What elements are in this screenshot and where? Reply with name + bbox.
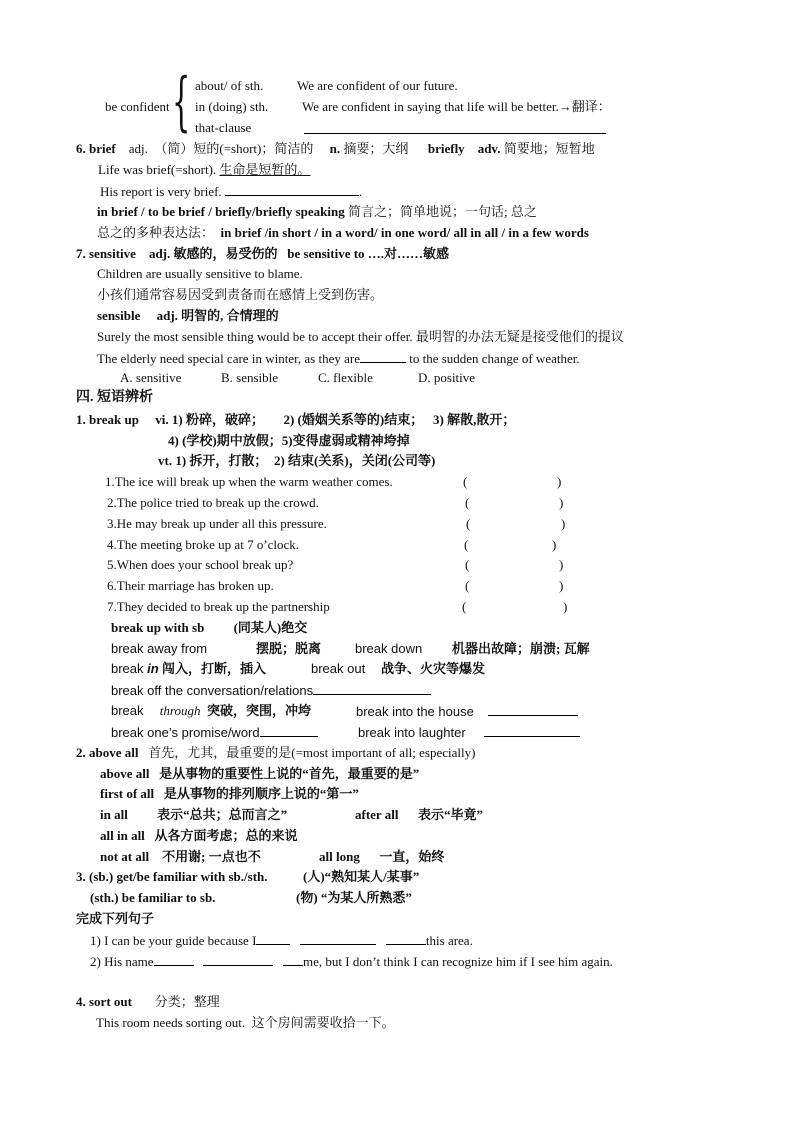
option-b: B. sensible — [221, 370, 279, 385]
break-promise: break one’s promise/word — [111, 724, 318, 741]
sensitive-example-1: Children are usually sensitive to blame. — [97, 266, 303, 281]
aboveall-line: 2. above all 首先，尤其，最重要的是(=most important of all; especially) — [76, 745, 476, 760]
sortout-example: This room needs sorting out. 这个房间需要收拾一下。 — [96, 1015, 395, 1030]
sensitive-line: 7. sensitive adj. 敏感的，易受伤的 be sensitive to ….对……敏感 — [76, 246, 450, 261]
breakup-sentence-5: 5.When does your school break up? — [107, 557, 294, 572]
paren-open: ( — [464, 537, 469, 552]
brace-icon: { — [172, 65, 191, 139]
paren-close: ) — [563, 599, 568, 614]
breakup-vt-line: vt. 1) 拆开，打散； 2) 结束(关系)，关闭(公司等) — [158, 453, 436, 468]
break-down: break down — [355, 641, 423, 656]
confident-form-3: that-clause — [195, 120, 252, 135]
brief-example-1: Life was brief(=short). 生命是短暂的。 — [98, 162, 311, 177]
breakup-sentence-7: 7.They decided to break up the partnership — [107, 599, 330, 614]
break-down-cn: 机器出故障；崩溃; 瓦解 — [452, 641, 590, 656]
aboveall-l2: first of all 是从事物的排列顺序上说的“第一” — [100, 786, 359, 801]
aboveall-l5-right: all long 一直，始终 — [319, 849, 445, 864]
brief-phrase: in brief / to be brief / briefly/briefly speaking 简言之；简单地说；一句话; 总之 — [97, 204, 537, 219]
confident-head: be confident — [105, 99, 170, 114]
confident-form-2: in (doing) sth. — [195, 99, 269, 114]
paren-open: ( — [462, 599, 467, 614]
confident-example-1: We are confident of our future. — [297, 78, 458, 93]
familiar-cn-1: (人)“熟知某人/某事” — [303, 869, 420, 884]
paren-close: ) — [559, 495, 564, 510]
break-off: break off the conversation/relations — [111, 682, 431, 699]
confident-form-1: about/ of sth. — [195, 78, 264, 93]
breakup-with: break up with sb (同某人)绝交 — [111, 620, 308, 635]
break-in: break in 闯入，打断，插入 — [111, 661, 266, 676]
break-through: break through 突破，突围，冲垮 — [111, 703, 311, 718]
paren-close: ) — [552, 537, 557, 552]
sortout-line: 4. sort out 分类；整理 — [76, 994, 220, 1009]
aboveall-l3: in all 表示“总共；总而言之” — [100, 807, 288, 822]
paren-open: ( — [465, 495, 470, 510]
paren-open: ( — [465, 578, 470, 593]
break-away-cn: 摆脱；脱离 — [256, 641, 322, 656]
brief-more: 总之的多种表达法： in brief /in short / in a word/ in one word/ all in all / in a few words — [97, 225, 589, 240]
brief-line: 6. brief adj. （简）短的(=short)；简洁的 n. 摘要；大纲 briefly adv. 简要地；短暂地 — [76, 141, 595, 156]
familiar-line-1: 3. (sb.) get/be familiar with sb./sth. — [76, 869, 268, 884]
breakup-sentence-4: 4.The meeting broke up at 7 o’clock. — [107, 537, 300, 552]
break-out: break out — [311, 661, 366, 676]
paren-open: ( — [466, 516, 471, 531]
paren-close: ) — [559, 557, 564, 572]
breakup-sentence-3: 3.He may break up under all this pressure. — [107, 516, 327, 531]
break-into-house: break into the house — [356, 703, 578, 720]
familiar-task: 完成下列句子 — [76, 911, 155, 926]
familiar-sentence-2: 2) His name me, but I don’t think I can recognize him if I see him again. — [90, 954, 613, 969]
option-d: D. positive — [418, 370, 476, 385]
paren-close: ) — [557, 474, 562, 489]
aboveall-l1: above all 是从事物的重要性上说的“首先，最重要的是” — [100, 766, 420, 781]
break-into-laughter: break into laughter — [358, 724, 580, 741]
sensitive-example-1-cn: 小孩们通常容易因受到责备而在感情上受到伤害。 — [97, 287, 384, 302]
paren-open: ( — [463, 474, 468, 489]
confident-example-2: We are confident in saying that life will be better.→翻译： — [302, 99, 611, 114]
sensible-line: sensible adj. 明智的, 合情理的 — [97, 308, 279, 323]
paren-close: ) — [561, 516, 566, 531]
breakup-vi-4: 4) (学校)期中放假；5)变得虚弱或精神垮掉 — [168, 433, 410, 448]
breakup-sentence-1: 1.The ice will break up when the warm weather comes. — [105, 474, 393, 489]
arrow-icon: → — [558, 99, 572, 114]
paren-close: ) — [559, 578, 564, 593]
option-c: C. flexible — [318, 370, 373, 385]
familiar-cn-2: (物) “为某人所熟悉” — [296, 890, 412, 905]
break-out-cn: 战争、火灾等爆发 — [381, 661, 486, 676]
sensible-example: Surely the most sensible thing would be to accept their offer. 最明智的办法无疑是接受他们的提议 — [97, 329, 624, 344]
aboveall-l3-right: after all 表示“毕竟” — [355, 807, 483, 822]
familiar-sentence-1: 1) I can be your guide because I this area. — [90, 933, 473, 948]
brief-example-2: His report is very brief. . — [100, 184, 363, 199]
breakup-sentence-2: 2.The police tried to break up the crowd. — [107, 495, 319, 510]
section-title: 四. 短语辨析 — [76, 390, 153, 405]
option-a: A. sensitive — [120, 370, 182, 385]
breakup-sentence-6: 6.Their marriage has broken up. — [107, 578, 274, 593]
break-away: break away from — [111, 641, 208, 656]
familiar-line-2: (sth.) be familiar to sb. — [90, 890, 216, 905]
sensitive-question: The elderly need special care in winter, as they are to the sudden change of weather. — [97, 351, 580, 366]
breakup-line: 1. break up vi. 1) 粉碎，破碎； 2) (婚姻关系等的)结束； 3) 解散,散开； — [76, 412, 516, 427]
paren-open: ( — [465, 557, 470, 572]
translation-blank — [304, 133, 606, 134]
aboveall-l4: all in all 从各方面考虑；总的来说 — [100, 828, 298, 843]
aboveall-l5: not at all 不用谢; 一点也不 — [100, 849, 261, 864]
